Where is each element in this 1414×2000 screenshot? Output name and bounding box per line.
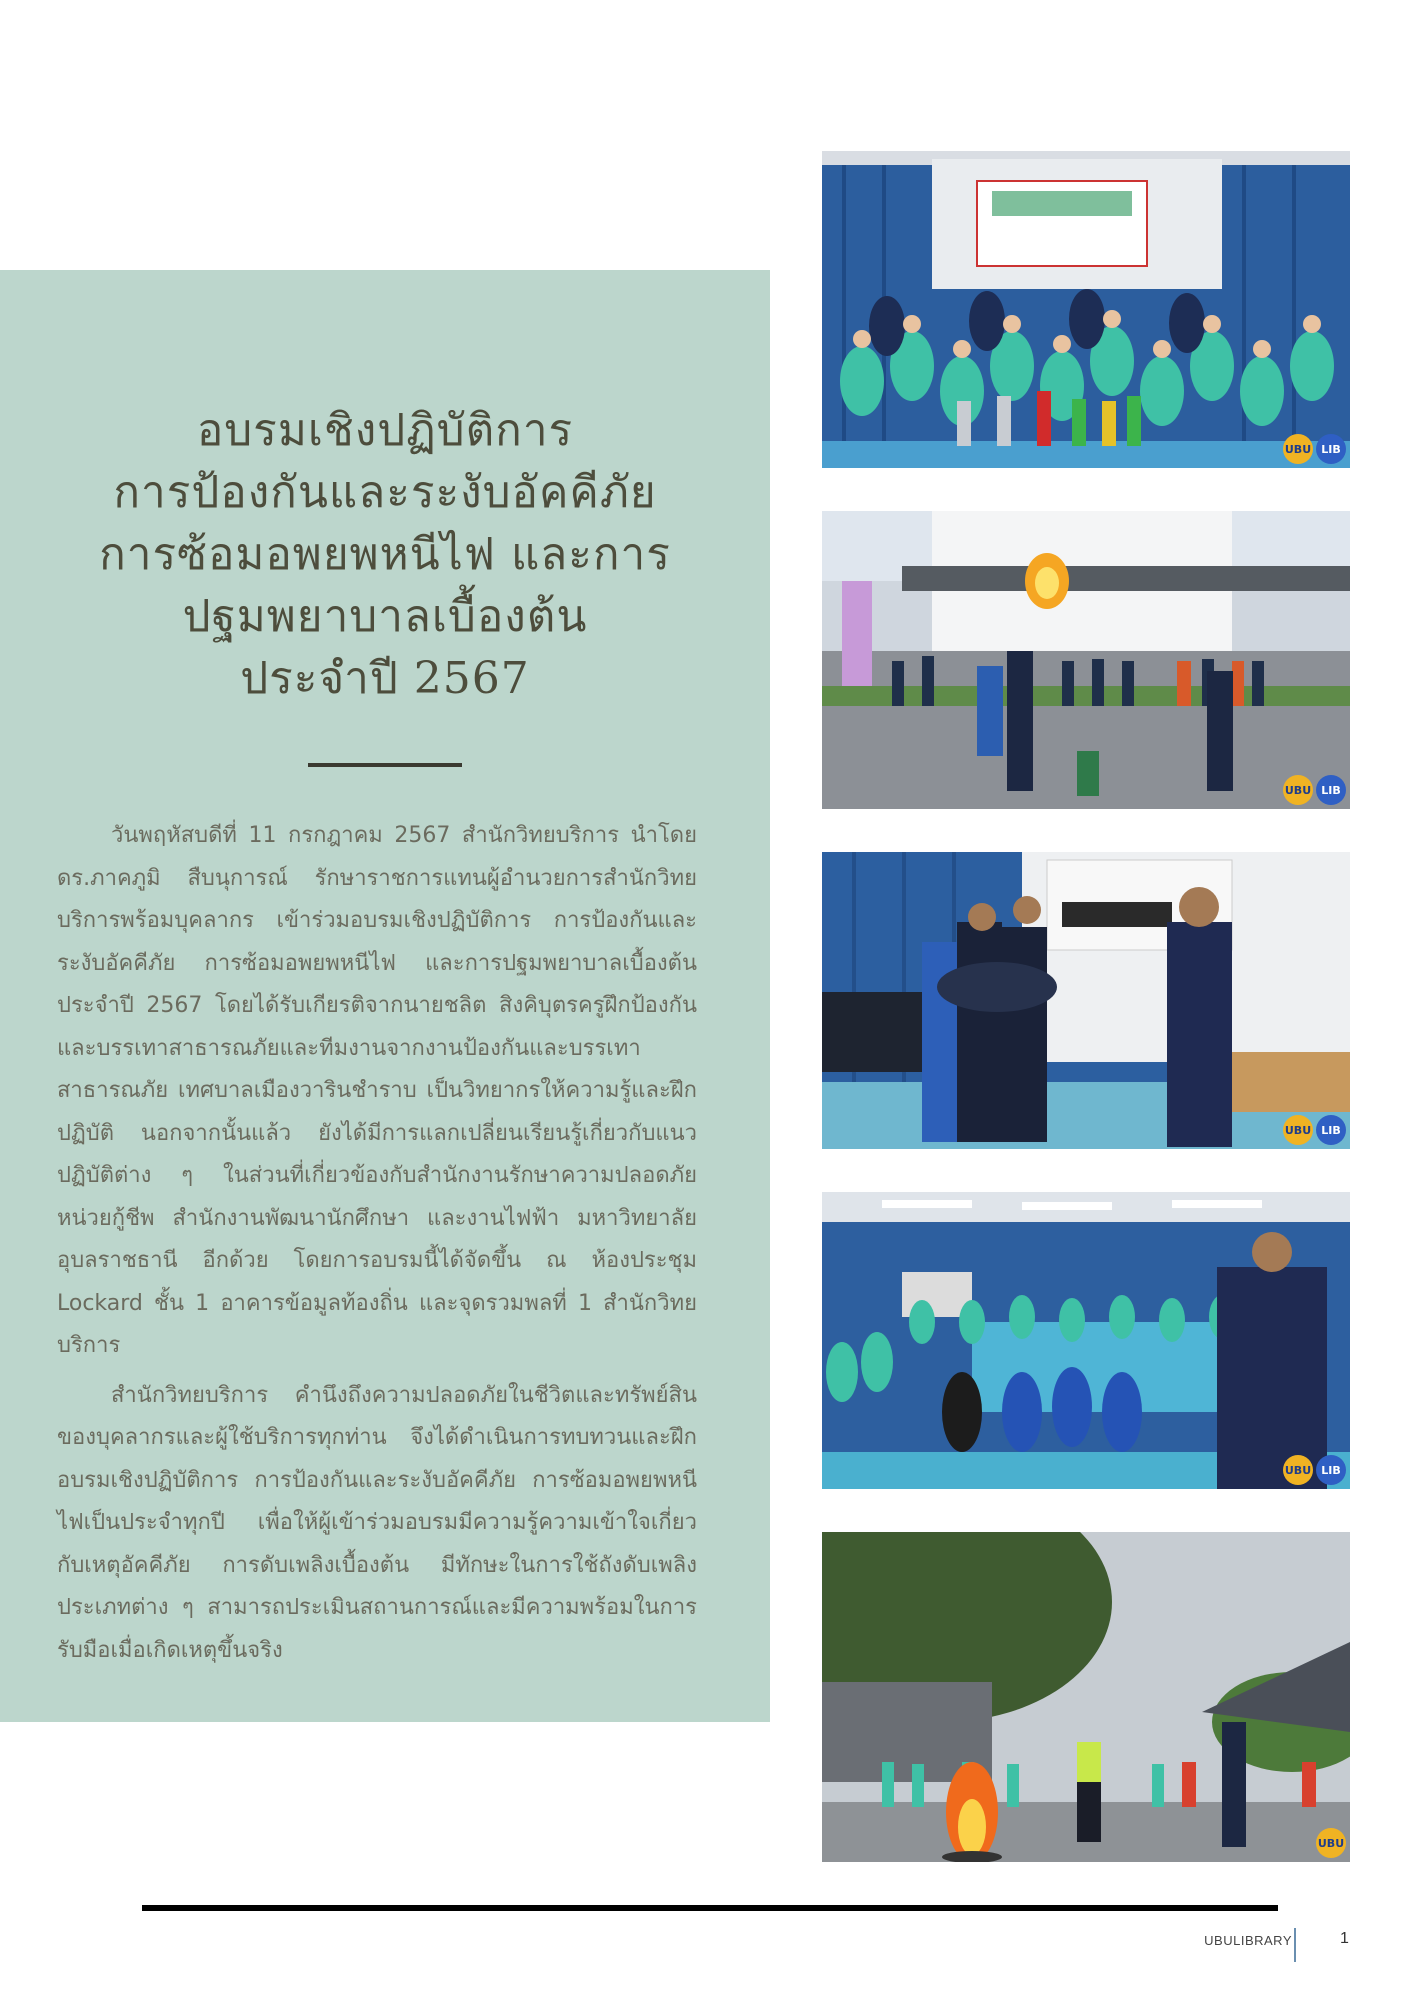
- photo-logos: [1283, 775, 1346, 805]
- ubu-logo: UBU: [1283, 775, 1313, 805]
- page-number: 1: [1340, 1930, 1349, 1947]
- rescue-carry-demo-image: [822, 852, 1350, 1149]
- ubu-logo: UBU: [1283, 1455, 1313, 1485]
- photo-group-seminar: [822, 151, 1350, 468]
- footer-brand: UBULIBRARY: [1204, 1933, 1292, 1948]
- paragraph: วันพฤหัสบดีที่ 11 กรกฎาคม 2567 สำนักวิทยบริการ นำโดย ดร.ภาคภูมิ สืบนุการณ์ รักษาราชการแทนผู้อำนวยการสำนักวิทยบริการพร้อมบุคลากร เข้าร่วมอบรมเชิงปฏิบัติการ การป้องกันและระงับอัคคีภัย การซ้อมอพยพหนีไฟ และการปฐมพยาบาลเบื้องต้น ประจำปี 2567 โดยได้รับเกียรติจากนายชลิต สิงคิบุตรครูฝึกป้องกันและบรรเทาสาธารณภัยและทีมงานจากงานป้องกันและบรรเทาสาธารณภัย เทศบาลเมืองวารินชำราบ เป็นวิทยากรให้ความรู้และฝึกปฏิบัติ นอกจากนั้นแล้ว ยังได้มีการแลกเปลี่ยนเรียนรู้เกี่ยวกับแนวปฏิบัติต่าง ๆ ในส่วนที่เกี่ยวข้องกับสำนักงานรักษาความปลอดภัย หน่วยกู้ชีพ สำนักงานพัฒนานักศึกษา และงานไฟฟ้า มหาวิทยาลัยอุบลราชธานี อีกด้วย โดยการอบรมนี้ได้จัดขึ้น ณ ห้องประชุม Lockard ชั้น 1 อาคารข้อมูลท้องถิ่น และจุดรวมพลที่ 1 สำนักวิทยบริการ: [57, 823, 697, 1358]
- outdoor-extinguishing-image: [822, 1532, 1350, 1862]
- group-seminar-image: [822, 151, 1350, 468]
- title-line: การซ้อมอพยพหนีไฟ และการ: [99, 529, 671, 580]
- ubu-logo: UBU: [1316, 1828, 1346, 1858]
- title-line: ปฐมพยาบาลเบื้องต้น: [182, 591, 588, 642]
- photo-rescue-carry-demo: [822, 852, 1350, 1149]
- article-title: [0, 400, 770, 710]
- photo-logos: [1283, 434, 1346, 464]
- library-logo: LIB: [1316, 1115, 1346, 1145]
- footer-rule: [142, 1905, 1278, 1911]
- photo-outdoor-fire-demo: [822, 511, 1350, 809]
- ubu-logo: UBU: [1283, 434, 1313, 464]
- photo-logos: [1316, 1828, 1346, 1858]
- photo-outdoor-extinguishing: [822, 1532, 1350, 1862]
- title-line: การป้องกันและระงับอัคคีภัย: [113, 467, 657, 518]
- photo-logos: [1283, 1455, 1346, 1485]
- title-line: อบรมเชิงปฏิบัติการ: [196, 405, 574, 456]
- title-line: ประจำปี 2567: [240, 653, 530, 704]
- audience-seminar-image: [822, 1192, 1350, 1489]
- library-logo: LIB: [1316, 775, 1346, 805]
- title-divider: [308, 763, 462, 767]
- library-logo: LIB: [1316, 1455, 1346, 1485]
- article-body: [57, 815, 697, 1679]
- library-logo: LIB: [1316, 434, 1346, 464]
- outdoor-fire-demo-image: [822, 511, 1350, 809]
- photo-logos: [1283, 1115, 1346, 1145]
- paragraph: สำนักวิทยบริการ คำนึงถึงความปลอดภัยในชีวิตและทรัพย์สินของบุคลากรและผู้ใช้บริการทุกท่าน จึงได้ดำเนินการทบทวนและฝึกอบรมเชิงปฏิบัติการ การป้องกันและระงับอัคคีภัย การซ้อมอพยพหนีไฟเป็นประจำทุกปี เพื่อให้ผู้เข้าร่วมอบรมมีความรู้ความเข้าใจเกี่ยวกับเหตุอัคคีภัย การดับเพลิงเบื้องต้น มีทักษะในการใช้ถังดับเพลิงประเภทต่าง ๆ สามารถประเมินสถานการณ์และมีความพร้อมในการรับมือเมื่อเกิดเหตุขึ้นจริง: [57, 1382, 697, 1663]
- footer-separator: [1294, 1928, 1296, 1962]
- photo-audience-seminar: [822, 1192, 1350, 1489]
- ubu-logo: UBU: [1283, 1115, 1313, 1145]
